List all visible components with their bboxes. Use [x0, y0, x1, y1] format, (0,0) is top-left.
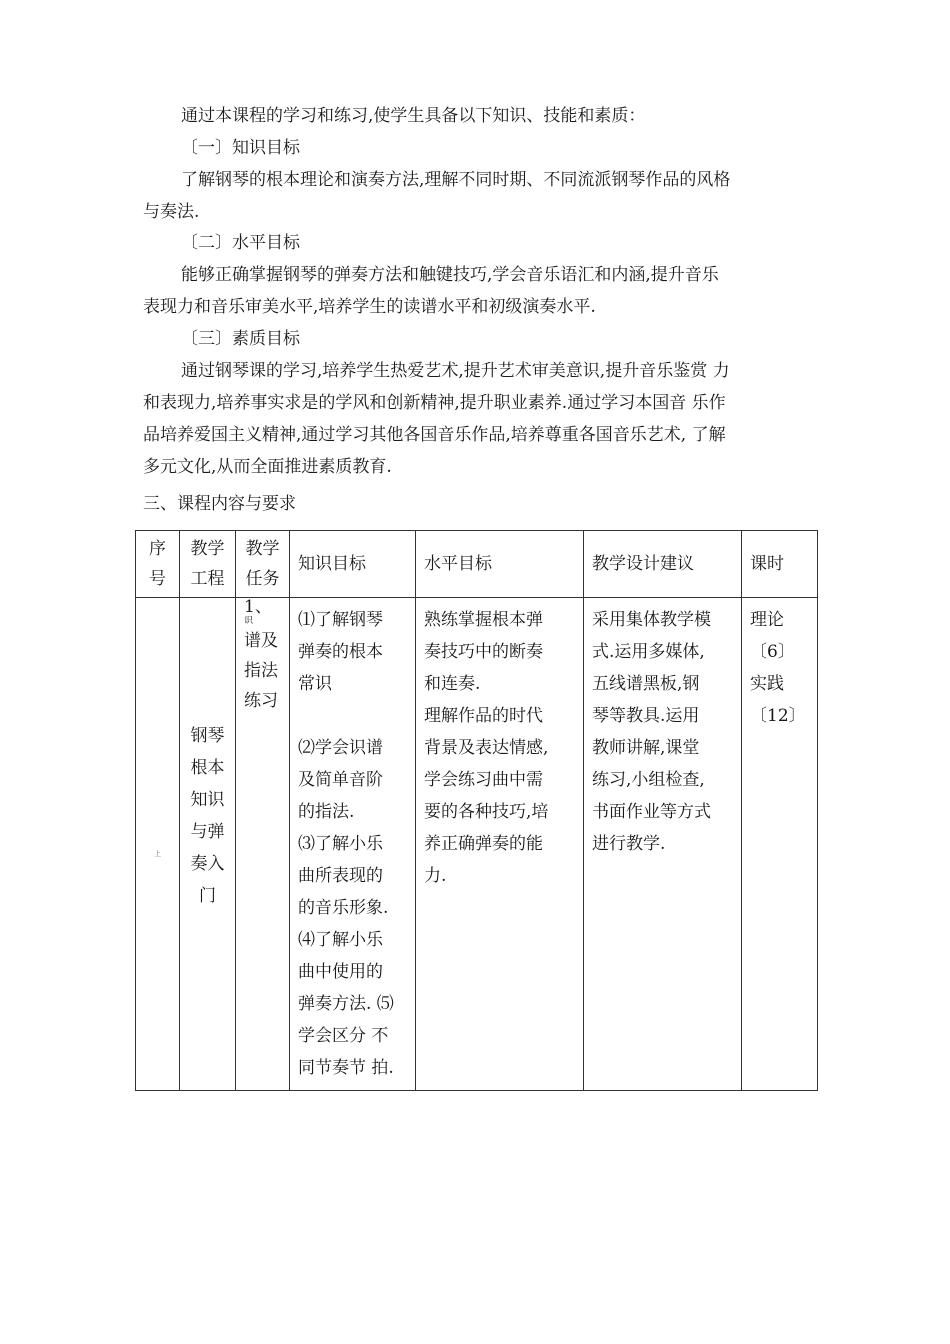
quality-text-line-1: 通过钢琴课的学习,培养学生热爱艺术,提升艺术审美意识,提升音乐鉴赏 力	[181, 361, 730, 381]
header-knowledge: 知识目标	[290, 531, 416, 598]
header-hours: 课时	[742, 531, 818, 598]
course-content-table	[135, 530, 818, 1091]
quality-text-line-3: 品培养爱国主义精神,通过学习其他各国音乐作品,培养尊重各国音乐艺术, 了解	[143, 425, 726, 445]
cell-hours: 理论 〔6〕 实践 〔12〕	[742, 598, 818, 1091]
cell-design: 采用集体教学模 式.运用多媒体, 五线谱黑板,钢 琴等教具.运用 教师讲解,课堂 练习,小组检查, 书面作业等方式 进行教学.	[584, 598, 742, 1091]
header-project: 教学 工程	[180, 531, 236, 598]
quality-heading: 〔三〕素质目标	[181, 329, 300, 349]
skill-text-line-1: 能够正确掌握钢琴的弹奏方法和触键技巧,学会音乐语汇和内涵,提升音乐	[181, 265, 719, 285]
knowledge-heading: 〔一〕知识目标	[181, 138, 300, 158]
cell-task: 1、 识 谱及 指法 练习	[236, 598, 290, 1091]
header-task: 教学 任务	[236, 531, 290, 598]
skill-heading: 〔二〕水平目标	[181, 233, 300, 253]
table-row	[136, 598, 818, 1091]
quality-text-line-4: 多元文化,从而全面推进素质教育.	[143, 457, 392, 477]
skill-text-line-2: 表现力和音乐审美水平,培养学生的读谱水平和初级演奏水平.	[143, 297, 596, 317]
cell-seq: 上	[136, 598, 180, 1091]
cell-knowledge: ⑴了解钢琴 弹奏的根本 常识 ⑵学会识谱 及简单音阶 的指法. ⑶了解小乐 曲所表现的 的音乐形象. ⑷了解小乐 曲中使用的 弹奏方法. ⑸ 学会区分 不 同节奏节 拍.	[290, 598, 416, 1091]
table-header-row	[136, 531, 818, 598]
knowledge-text-line-2: 与奏法.	[143, 202, 200, 222]
header-seq: 序 号	[136, 531, 180, 598]
header-design: 教学设计建议	[584, 531, 742, 598]
intro-line: 通过本课程的学习和练习,使学生具备以下知识、技能和素质：	[181, 106, 646, 126]
section-heading: 三、课程内容与要求	[143, 494, 296, 514]
knowledge-text-line-1: 了解钢琴的根本理论和演奏方法,理解不同时期、不同流派钢琴作品的风格	[181, 170, 731, 190]
quality-text-line-2: 和表现力,培养事实求是的学风和创新精神,提升职业素养.通过学习本国音 乐作	[143, 393, 726, 413]
cell-project: 钢琴 根本 知识 与弹 奏入 门	[180, 598, 236, 1091]
header-skill: 水平目标	[416, 531, 584, 598]
cell-skill: 熟练掌握根本弹 奏技巧中的断奏 和连奏. 理解作品的时代 背景及表达情感, 学会练习曲中需 要的各种技巧,培 养正确弹奏的能 力.	[416, 598, 584, 1091]
